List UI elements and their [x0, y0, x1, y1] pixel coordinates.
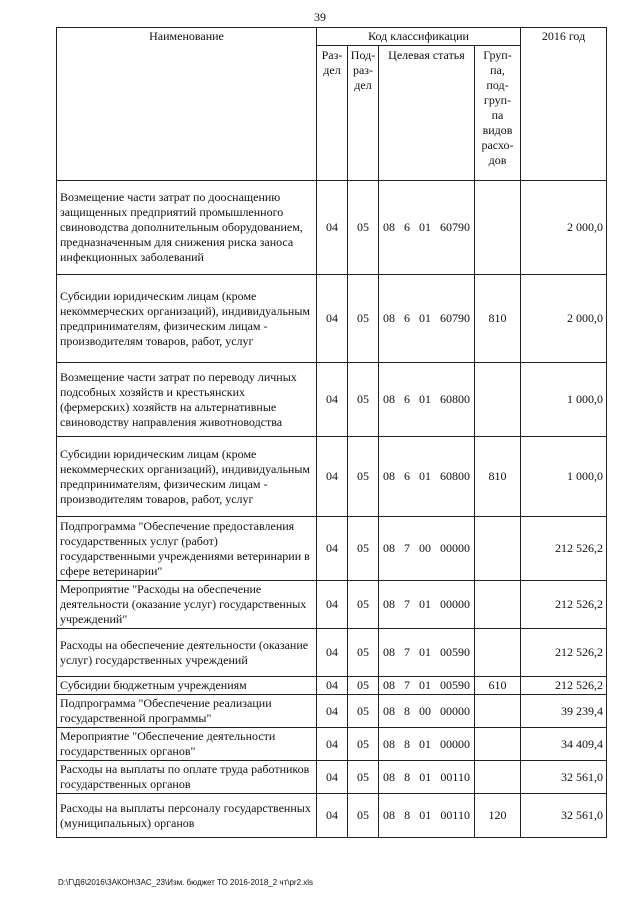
row-podrazdel: 05: [348, 437, 379, 517]
target-direction: 60790: [440, 220, 470, 234]
table-row: [57, 629, 607, 677]
row-group: 810: [475, 275, 521, 363]
row-podrazdel: 05: [348, 695, 379, 728]
target-event: 01: [419, 311, 431, 325]
target-direction: 00000: [440, 736, 470, 751]
table-row: [57, 363, 607, 437]
row-razdel: 04: [317, 275, 348, 363]
target-subprogram: 6: [404, 220, 410, 234]
target-subprogram: 8: [404, 703, 410, 718]
row-target: [379, 695, 475, 728]
row-group: 610: [475, 677, 521, 695]
row-group: [475, 629, 521, 677]
row-group: 120: [475, 794, 521, 838]
target-program: 08: [383, 311, 395, 325]
row-razdel: 04: [317, 581, 348, 629]
target-event: 01: [419, 678, 431, 692]
table-row: [57, 761, 607, 794]
row-razdel: 04: [317, 517, 348, 581]
row-amount: 32 561,0: [521, 761, 607, 794]
target-event: 01: [419, 220, 431, 234]
row-name: Подпрограмма "Обеспечение реализации государственной программы": [57, 695, 317, 728]
row-name: Субсидии бюджетным учреждениям: [57, 677, 317, 695]
file-path-footer: D:\Г\Д6\2016\ЗАКОН\ЗАС_23\Изм. бюджет ТО 2016-2018_2 чт\pr2.xls: [58, 878, 314, 887]
target-direction: 00590: [440, 645, 470, 659]
target-subprogram: 6: [404, 392, 410, 406]
row-amount: 1 000,0: [521, 363, 607, 437]
table-row: [57, 728, 607, 761]
row-target: [379, 181, 475, 275]
row-razdel: 04: [317, 181, 348, 275]
target-subprogram: 7: [404, 645, 410, 659]
row-target: [379, 363, 475, 437]
header-podrazdel: [348, 46, 379, 181]
row-razdel: 04: [317, 761, 348, 794]
target-subprogram: 6: [404, 311, 410, 325]
row-razdel: 04: [317, 695, 348, 728]
target-subprogram: 8: [404, 808, 411, 822]
target-event: 01: [419, 736, 431, 751]
row-target: [379, 728, 475, 761]
row-name: Расходы на выплаты персоналу государственных (муниципальных) органов: [57, 794, 317, 838]
target-event: 01: [419, 469, 431, 483]
target-event: 01: [419, 392, 431, 406]
row-target: [379, 517, 475, 581]
row-razdel: 04: [317, 363, 348, 437]
header-group-text: Груп- па, под- груп- па видов расхо- дов: [481, 48, 514, 167]
row-name: Расходы на обеспечение деятельности (оказание услуг) государственных учреждений: [57, 629, 317, 677]
row-target: [379, 761, 475, 794]
header-year: 2016 год: [521, 28, 607, 181]
table-row: [57, 275, 607, 363]
header-razdel: [317, 46, 348, 181]
budget-table: [56, 27, 607, 838]
target-event: 01: [419, 808, 432, 822]
row-target: [379, 437, 475, 517]
target-subprogram: 7: [404, 541, 410, 555]
row-target: [379, 677, 475, 695]
row-podrazdel: 05: [348, 363, 379, 437]
row-group: [475, 517, 521, 581]
header-row-top: [57, 28, 607, 46]
row-target: [379, 275, 475, 363]
row-amount: 32 561,0: [521, 794, 607, 838]
table-row: [57, 517, 607, 581]
target-program: 08: [383, 808, 395, 822]
row-amount: 1 000,0: [521, 437, 607, 517]
target-program: 08: [383, 597, 395, 611]
target-event: 01: [419, 769, 432, 784]
row-podrazdel: 05: [348, 794, 379, 838]
target-subprogram: 8: [404, 769, 411, 784]
header-classification: Код классификации: [317, 28, 521, 46]
row-podrazdel: 05: [348, 517, 379, 581]
row-group: [475, 363, 521, 437]
header-razdel-text: Раз- дел: [321, 48, 343, 77]
table-row: [57, 437, 607, 517]
target-program: 08: [383, 541, 395, 555]
target-event: 01: [419, 645, 431, 659]
target-subprogram: 6: [404, 469, 410, 483]
row-group: [475, 581, 521, 629]
row-name: Возмещение части затрат по переводу личных подсобных хозяйств и крестьянских (фермерских) хозяйств на альтернативные свиноводству направления животноводства: [57, 363, 317, 437]
target-subprogram: 7: [404, 678, 410, 692]
table-body: [57, 181, 607, 838]
target-direction: 00000: [440, 703, 470, 718]
row-group: 810: [475, 437, 521, 517]
target-program: 08: [383, 678, 395, 692]
header-group: [475, 46, 521, 181]
row-podrazdel: 05: [348, 677, 379, 695]
target-program: 08: [383, 220, 395, 234]
target-direction: 00000: [440, 597, 470, 611]
row-podrazdel: 05: [348, 275, 379, 363]
row-amount: 212 526,2: [521, 517, 607, 581]
row-target: [379, 581, 475, 629]
target-direction: 60800: [440, 469, 470, 483]
row-razdel: 04: [317, 437, 348, 517]
row-razdel: 04: [317, 629, 348, 677]
row-amount: 212 526,2: [521, 581, 607, 629]
table-row: [57, 581, 607, 629]
row-group: [475, 728, 521, 761]
target-program: 08: [383, 392, 395, 406]
table-row: [57, 181, 607, 275]
row-razdel: 04: [317, 677, 348, 695]
row-amount: 2 000,0: [521, 275, 607, 363]
row-amount: 2 000,0: [521, 181, 607, 275]
row-name: Подпрограмма "Обеспечение предоставления государственных услуг (работ) государственными учреждениями ветеринарии в сфере ветеринарии": [57, 517, 317, 581]
row-amount: 212 526,2: [521, 629, 607, 677]
row-podrazdel: 05: [348, 761, 379, 794]
header-podrazdel-text: Под- раз- дел: [350, 48, 376, 92]
row-name: Возмещение части затрат по дооснащению защищенных предприятий промышленного свиноводства дополнительным оборудованием, предназначенным для снижения риска заноса инфекционных заболеваний: [57, 181, 317, 275]
row-razdel: 04: [317, 728, 348, 761]
row-name: Субсидии юридическим лицам (кроме некоммерческих организаций), индивидуальным предпринимателям, физическим лицам - производителям товаров, работ, услуг: [57, 275, 317, 363]
target-event: 00: [419, 541, 431, 555]
header-target: Целевая статья: [379, 46, 475, 181]
target-program: 08: [383, 703, 395, 718]
target-program: 08: [383, 769, 395, 784]
table-row: [57, 695, 607, 728]
row-amount: 34 409,4: [521, 728, 607, 761]
row-target: [379, 629, 475, 677]
row-name: Расходы на выплаты по оплате труда работников государственных органов: [57, 761, 317, 794]
target-direction: 00590: [440, 678, 470, 692]
target-direction: 00110: [440, 808, 470, 822]
row-podrazdel: 05: [348, 581, 379, 629]
row-target: [379, 794, 475, 838]
row-razdel: 04: [317, 794, 348, 838]
row-group: [475, 695, 521, 728]
row-name: Мероприятие "Обеспечение деятельности государственных органов": [57, 728, 317, 761]
target-event: 01: [419, 597, 431, 611]
table-row: [57, 794, 607, 838]
row-podrazdel: 05: [348, 181, 379, 275]
target-program: 08: [383, 645, 395, 659]
row-group: [475, 181, 521, 275]
row-name: Субсидии юридическим лицам (кроме некоммерческих организаций), индивидуальным предпринимателям, физическим лицам - производителям товаров, работ, услуг: [57, 437, 317, 517]
page-number: 39: [314, 10, 326, 24]
table-row: [57, 677, 607, 695]
target-event: 00: [419, 703, 431, 718]
target-program: 08: [383, 469, 395, 483]
target-subprogram: 8: [404, 736, 410, 751]
header-name: Наименование: [57, 28, 317, 181]
target-subprogram: 7: [404, 597, 410, 611]
row-group: [475, 761, 521, 794]
target-direction: 60790: [440, 311, 470, 325]
row-name: Мероприятие "Расходы на обеспечение деятельности (оказание услуг) государственных учреждений": [57, 581, 317, 629]
target-direction: 00110: [440, 769, 470, 784]
row-amount: 39 239,4: [521, 695, 607, 728]
target-direction: 60800: [440, 392, 470, 406]
row-podrazdel: 05: [348, 629, 379, 677]
row-podrazdel: 05: [348, 728, 379, 761]
target-program: 08: [383, 736, 395, 751]
target-direction: 00000: [440, 541, 470, 555]
row-amount: 212 526,2: [521, 677, 607, 695]
